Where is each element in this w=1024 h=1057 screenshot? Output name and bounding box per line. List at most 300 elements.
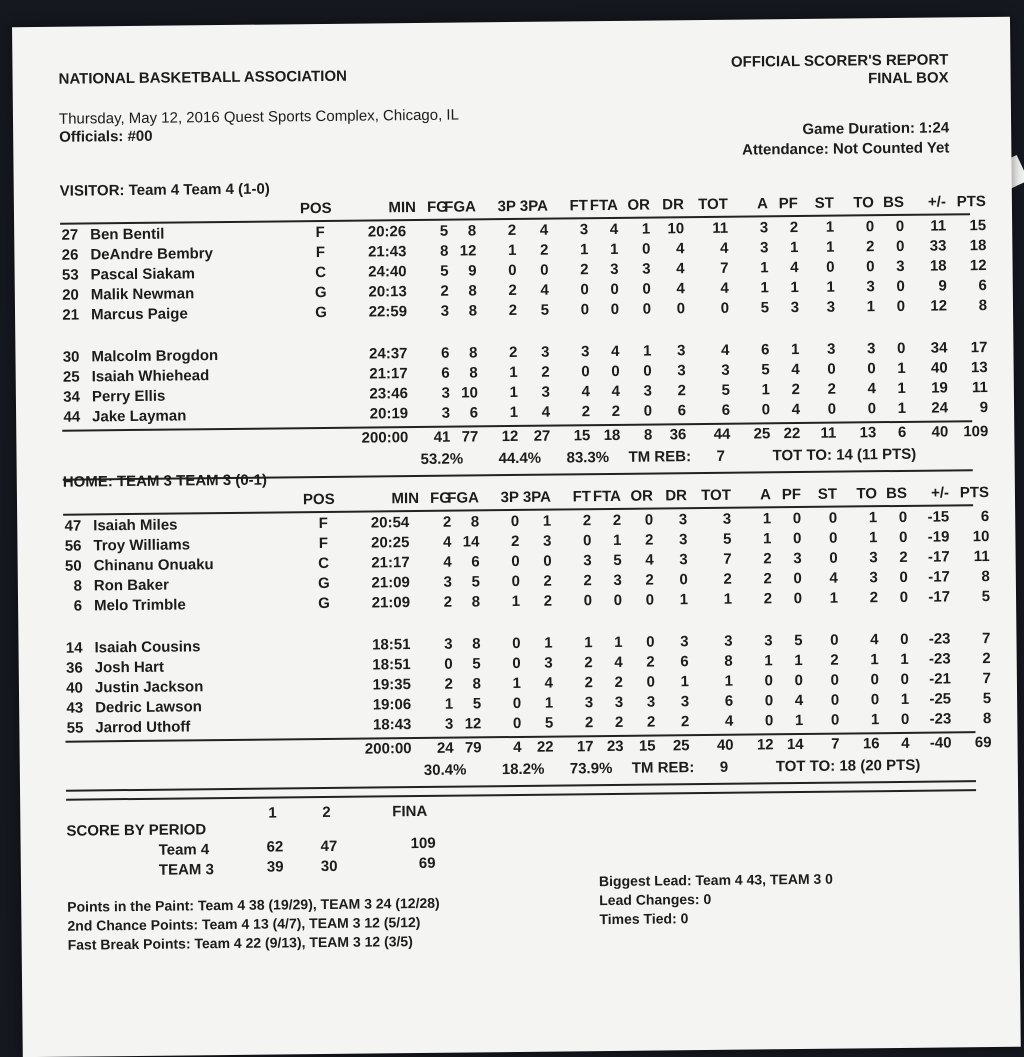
period-home-final: 69	[419, 855, 436, 872]
player-name: Isaiah Miles	[93, 517, 177, 535]
stat-cell: 3	[646, 633, 688, 650]
stat-cell: 1	[727, 259, 769, 276]
tm-reb-label: TM REB:	[632, 759, 695, 777]
stat-cell: 0	[794, 401, 836, 418]
stat-cell: 5	[438, 573, 480, 590]
column-label-ft: FT	[546, 197, 588, 214]
stat-cell: 2	[756, 219, 798, 236]
stat-cell: -19	[907, 528, 949, 545]
stat-cell: 4	[761, 692, 803, 709]
stat-cell: 2	[510, 593, 552, 610]
jersey-number: 20	[55, 287, 79, 304]
total-cell: 41	[408, 429, 450, 446]
jersey-number: 40	[59, 680, 83, 697]
stat-cell: -21	[909, 670, 951, 687]
stat-cell: 4	[506, 222, 548, 239]
stat-cell: 3	[411, 716, 453, 733]
stat-cell: 2	[613, 714, 655, 731]
jersey-number: 8	[58, 578, 82, 595]
stat-cell: 0	[577, 301, 619, 318]
stat-cell: 1	[608, 221, 650, 238]
stat-cell: 3	[509, 533, 551, 550]
stat-cell: 0	[687, 300, 729, 317]
total-cell: 22	[758, 425, 800, 442]
stat-cell: 1	[757, 279, 799, 296]
stat-cell: 0	[759, 510, 801, 527]
total-cell: 69	[949, 734, 991, 751]
column-label-3p: 3P	[474, 198, 516, 215]
stat-cell: 3	[793, 341, 835, 358]
stat-cell: G	[314, 575, 334, 592]
fast-break-points: Fast Break Points: Team 4 22 (9/13), TEAM 3 12 (3/5)	[68, 933, 413, 953]
game-duration: Game Duration: 1:24	[802, 119, 949, 138]
column-label-fta: FTA	[576, 197, 618, 214]
column-label-fga: FGA	[437, 489, 479, 506]
stat-cell: 3	[647, 693, 689, 710]
stat-cell: 3	[644, 362, 686, 379]
biggest-lead: Biggest Lead: Team 4 43, TEAM 3 0	[599, 871, 833, 889]
stat-cell: 2	[836, 589, 878, 606]
stat-cell: 3	[688, 362, 730, 379]
visitor-team-title: VISITOR: Team 4 Team 4 (1-0)	[60, 181, 270, 200]
stat-cell: 18:51	[347, 656, 411, 674]
stat-cell: 1	[478, 593, 520, 610]
jersey-number: 34	[56, 389, 80, 406]
stat-cell: 1	[476, 364, 518, 381]
stat-cell: -23	[908, 630, 950, 647]
stat-cell: 0	[797, 712, 839, 729]
second-chance-points: 2nd Chance Points: Team 4 13 (4/7), TEAM 3 12 (5/12)	[67, 914, 420, 934]
stat-cell: 0	[797, 692, 839, 709]
stat-cell: 5	[688, 382, 730, 399]
stat-cell: 8	[437, 513, 479, 530]
stat-cell: G	[314, 595, 334, 612]
stat-cell: 0	[479, 715, 521, 732]
stat-cell: 8	[438, 593, 480, 610]
stat-cell: 3	[580, 572, 622, 589]
column-label-pf: PF	[756, 195, 798, 212]
stat-cell: 2	[730, 550, 772, 567]
stat-cell: 0	[578, 363, 620, 380]
stat-cell: 2	[510, 573, 552, 590]
officials: Officials: #00	[59, 128, 153, 146]
stat-cell: 4	[508, 404, 550, 421]
total-cell: 8	[610, 427, 652, 444]
stat-cell: 7	[687, 260, 729, 277]
fg-percent: 53.2%	[420, 451, 463, 468]
total-cell: 25	[728, 425, 770, 442]
stat-cell: 0	[832, 218, 874, 235]
column-label-3p: 3P	[477, 489, 519, 506]
jersey-number: 44	[56, 409, 80, 426]
column-label-: +/-	[904, 193, 946, 210]
stat-cell: 0	[728, 401, 770, 418]
stat-cell: 3	[610, 383, 652, 400]
stat-cell: 3	[760, 550, 802, 567]
period-visitor-q2: 47	[321, 838, 338, 855]
stat-cell: 0	[580, 592, 622, 609]
stat-cell: 8	[436, 364, 478, 381]
stat-cell: 4	[577, 343, 619, 360]
column-label-pts: PTS	[944, 193, 986, 210]
stat-cell: 0	[612, 592, 654, 609]
stat-cell: 4	[410, 554, 452, 571]
stat-cell: 3	[609, 261, 651, 278]
stat-cell: 10	[947, 528, 989, 545]
stat-cell: F	[310, 244, 330, 261]
stat-cell: 3	[726, 239, 768, 256]
stat-cell: -17	[908, 588, 950, 605]
column-label-pos: POS	[303, 491, 353, 509]
stat-cell: 0	[837, 671, 879, 688]
stat-cell: 0	[731, 712, 773, 729]
stat-cell: 1	[837, 651, 879, 668]
stat-cell: 0	[547, 281, 589, 298]
stat-cell: 4	[576, 221, 618, 238]
stat-cell: 0	[796, 632, 838, 649]
stat-cell: 0	[643, 300, 685, 317]
stat-cell: 1	[510, 635, 552, 652]
stat-cell: 2	[475, 302, 517, 319]
stat-cell: 0	[477, 513, 519, 530]
stat-cell: 23:46	[344, 385, 408, 403]
stat-cell: 3	[645, 531, 687, 548]
stat-cell: 0	[794, 361, 836, 378]
tm-reb-label: TM REB:	[628, 448, 691, 466]
report-title: OFFICIAL SCORER'S REPORT	[731, 51, 949, 70]
stat-cell: 3	[793, 299, 835, 316]
stat-cell: 2	[410, 594, 452, 611]
stat-cell: 3	[410, 636, 452, 653]
stat-cell: F	[313, 535, 333, 552]
player-name: Jarrod Uthoff	[95, 718, 190, 736]
column-label-fg: FG	[409, 490, 451, 507]
jersey-number: 26	[54, 247, 78, 264]
period-header-final: FINA	[392, 803, 427, 820]
stat-cell: 20:13	[343, 283, 407, 301]
stat-cell: 24:40	[343, 263, 407, 281]
stat-cell: C	[311, 264, 331, 281]
stat-cell: 1	[731, 652, 773, 669]
stat-cell: 5	[511, 715, 553, 732]
stat-cell: 14	[437, 533, 479, 550]
stat-cell: 0	[577, 281, 619, 298]
stat-cell: 2	[579, 512, 621, 529]
stat-cell: 33	[904, 237, 946, 254]
stat-cell: 3	[646, 551, 688, 568]
stat-cell: -17	[908, 548, 950, 565]
stat-cell: 3	[577, 261, 619, 278]
column-label-bs: BS	[862, 194, 904, 211]
stat-cell: 0	[475, 262, 517, 279]
stat-cell: 4	[548, 383, 590, 400]
column-label-ft: FT	[549, 488, 591, 505]
jersey-number: 55	[59, 720, 83, 737]
stat-cell: 3	[726, 219, 768, 236]
stat-cell: 3	[833, 278, 875, 295]
stat-cell: 5	[580, 552, 622, 569]
stat-cell: 5	[439, 655, 481, 672]
total-cell: 15	[614, 738, 656, 755]
stat-cell: 0	[832, 258, 874, 275]
stat-cell: 2	[758, 381, 800, 398]
period-team-visitor: Team 4	[159, 841, 210, 859]
column-label-bs: BS	[865, 485, 907, 502]
stat-cell: 9	[946, 399, 988, 416]
stat-cell: 17	[945, 339, 987, 356]
column-label-a: A	[726, 195, 768, 212]
stat-cell: 0	[759, 530, 801, 547]
stat-cell: 2	[866, 549, 908, 566]
stat-cell: -23	[909, 650, 951, 667]
stat-cell: 5	[949, 690, 991, 707]
stat-cell: 18	[944, 237, 986, 254]
ft-percent: 73.9%	[570, 760, 613, 777]
stat-cell: 20:26	[342, 223, 406, 241]
stat-cell: 4	[796, 570, 838, 587]
column-label-to: TO	[832, 194, 874, 211]
stat-cell: 20:19	[344, 405, 408, 423]
home-team-title: HOME: TEAM 3 TEAM 3 (0-1)	[63, 472, 267, 491]
column-label-fta: FTA	[579, 488, 621, 505]
stat-cell: 8	[945, 297, 987, 314]
jersey-number: 56	[57, 538, 81, 555]
stat-cell: 1	[792, 239, 834, 256]
total-cell: 36	[644, 426, 686, 443]
jersey-number: 6	[58, 598, 82, 615]
stat-cell: 3	[408, 385, 450, 402]
jersey-number: 36	[59, 660, 83, 677]
stat-cell: 4	[756, 259, 798, 276]
stat-cell: 1	[757, 341, 799, 358]
player-name: Perry Ellis	[92, 388, 166, 406]
column-label-dr: DR	[642, 196, 684, 213]
stat-cell: 1	[835, 509, 877, 526]
stat-cell: 0	[760, 570, 802, 587]
stat-cell: 2	[508, 364, 550, 381]
stat-cell: 1	[761, 652, 803, 669]
stat-cell: 7	[949, 670, 991, 687]
total-cell: 27	[508, 428, 550, 445]
stat-cell: 2	[578, 403, 620, 420]
jersey-number: 43	[59, 700, 83, 717]
home-box	[12, 17, 1010, 27]
stat-cell: 4	[612, 552, 654, 569]
stat-cell: 5	[689, 531, 731, 548]
stat-cell: 0	[507, 262, 549, 279]
stat-cell: 1	[476, 404, 518, 421]
3p-percent: 18.2%	[502, 761, 545, 778]
stat-cell: 0	[479, 695, 521, 712]
stat-cell: 9	[435, 262, 477, 279]
stat-cell: 3	[407, 303, 449, 320]
stat-cell: 15	[944, 217, 986, 234]
stat-cell: 0	[796, 550, 838, 567]
stat-cell: 0	[867, 671, 909, 688]
stat-cell: 3	[511, 655, 553, 672]
times-tied: Times Tied: 0	[599, 910, 688, 927]
stat-cell: 6	[727, 341, 769, 358]
stat-cell: 0	[610, 403, 652, 420]
stat-cell: 0	[862, 218, 904, 235]
player-name: Jake Layman	[92, 407, 186, 425]
stat-cell: 24	[906, 399, 948, 416]
stat-cell: 1	[837, 711, 879, 728]
stat-cell: 2	[547, 261, 589, 278]
stat-cell: 1	[509, 513, 551, 530]
stat-cell: 0	[610, 363, 652, 380]
stat-cell: 8	[435, 344, 477, 361]
stat-cell: 2	[407, 283, 449, 300]
stat-cell: 3	[613, 694, 655, 711]
stat-cell: 19:06	[347, 696, 411, 714]
stat-cell: 2	[949, 650, 991, 667]
stat-cell: 1	[864, 380, 906, 397]
period-visitor-q1: 62	[267, 838, 284, 855]
visitor-box	[12, 17, 1010, 27]
stat-cell: 5	[760, 632, 802, 649]
stat-cell: 4	[758, 401, 800, 418]
stat-cell: 3	[550, 552, 592, 569]
player-name: Dedric Lawson	[95, 698, 202, 716]
column-label-pf: PF	[759, 486, 801, 503]
total-cell: 15	[548, 427, 590, 444]
stat-cell: 2	[409, 514, 451, 531]
stat-cell: 5	[407, 263, 449, 280]
tm-reb-value: 9	[720, 759, 729, 776]
column-label-or: OR	[611, 488, 653, 505]
stat-cell: 0	[866, 631, 908, 648]
total-cell: 22	[512, 739, 554, 756]
period-visitor-final: 109	[411, 835, 436, 852]
ft-percent: 83.3%	[566, 449, 609, 466]
total-cell: 23	[582, 738, 624, 755]
stat-cell: 3	[581, 694, 623, 711]
player-name: Josh Hart	[95, 659, 164, 677]
stat-cell: 5	[727, 299, 769, 316]
stat-cell: 0	[550, 592, 592, 609]
column-label-pos: POS	[300, 200, 350, 218]
stat-cell: 18	[904, 257, 946, 274]
stat-cell: 5	[728, 361, 770, 378]
stat-cell: 2	[794, 381, 836, 398]
column-label-a: A	[729, 486, 771, 503]
stat-cell: -17	[908, 568, 950, 585]
stat-cell: 2	[730, 590, 772, 607]
stat-cell: 5	[507, 302, 549, 319]
game-info: Thursday, May 12, 2016 Quest Sports Complex, Chicago, IL	[59, 107, 459, 128]
total-cell: 13	[834, 424, 876, 441]
stat-cell: 2	[613, 654, 655, 671]
player-name: Chinanu Onuaku	[94, 556, 214, 574]
stat-cell: 5	[439, 695, 481, 712]
total-cell: 79	[440, 739, 482, 756]
stat-cell: 1	[761, 712, 803, 729]
tot-to: TOT TO: 14 (11 PTS)	[772, 446, 916, 465]
stat-cell: 18:51	[346, 636, 410, 654]
stat-cell: 1	[729, 530, 771, 547]
stat-cell: 2	[612, 572, 654, 589]
stat-cell: 3	[508, 384, 550, 401]
stat-cell: 0	[866, 569, 908, 586]
stat-cell: 0	[612, 634, 654, 651]
player-name: Melo Trimble	[94, 596, 186, 614]
column-label-to: TO	[835, 485, 877, 502]
jersey-number: 53	[55, 267, 79, 284]
report-subtitle: FINAL BOX	[868, 69, 949, 87]
stat-cell: 3	[507, 344, 549, 361]
total-cell: 4	[480, 739, 522, 756]
period-header-1: 1	[268, 804, 277, 821]
total-cell: -40	[909, 734, 951, 751]
stat-cell: 2	[474, 222, 516, 239]
stat-cell: 3	[862, 258, 904, 275]
stat-cell: 0	[761, 672, 803, 689]
stat-cell: 1	[833, 298, 875, 315]
stat-cell: 8	[435, 302, 477, 319]
stat-cell: 1	[792, 219, 834, 236]
stat-cell: 1	[867, 651, 909, 668]
stat-cell: 1	[546, 241, 588, 258]
stat-cell: 4	[642, 240, 684, 257]
stat-cell: 1	[793, 279, 835, 296]
column-label-tot: TOT	[686, 196, 728, 213]
jersey-number: 50	[58, 558, 82, 575]
stat-cell: 2	[611, 532, 653, 549]
total-cell: 11	[794, 425, 836, 442]
stat-cell: 4	[409, 534, 451, 551]
player-name: Isaiah Whiehead	[92, 367, 210, 385]
stat-cell: 2	[581, 674, 623, 691]
stat-cell: 10	[436, 384, 478, 401]
stat-cell: 8	[435, 282, 477, 299]
stat-cell: 0	[865, 509, 907, 526]
stat-cell: 0	[609, 281, 651, 298]
stat-cell: G	[311, 304, 331, 321]
jersey-number: 14	[58, 640, 82, 657]
stat-cell: 21:43	[342, 243, 406, 261]
stat-cell: 3	[690, 633, 732, 650]
tot-to: TOT TO: 18 (20 PTS)	[776, 757, 921, 776]
tm-reb-value: 7	[716, 448, 725, 465]
stat-cell: 0	[731, 692, 773, 709]
stat-cell: F	[310, 224, 330, 241]
stat-cell: 2	[551, 714, 593, 731]
column-label-min: MIN	[377, 490, 419, 507]
stat-cell: 1	[867, 691, 909, 708]
stat-cell: 6	[688, 402, 730, 419]
stat-cell: 3	[730, 632, 772, 649]
stat-cell: 6	[947, 508, 989, 525]
stat-cell: 1	[474, 242, 516, 259]
stat-cell: 0	[760, 590, 802, 607]
stat-cell: 2	[730, 570, 772, 587]
column-label-: +/-	[907, 484, 949, 501]
stat-cell: 0	[731, 672, 773, 689]
stat-cell: 0	[549, 532, 591, 549]
stat-cell: 40	[906, 359, 948, 376]
stat-cell: C	[314, 555, 334, 572]
stat-cell: 0	[478, 553, 520, 570]
stat-cell: 34	[905, 339, 947, 356]
stat-cell: 8	[949, 710, 991, 727]
stat-cell: 4	[687, 280, 729, 297]
points-in-paint: Points in the Paint: Team 4 38 (19/29), TEAM 3 24 (12/28)	[67, 895, 440, 915]
stat-cell: 4	[578, 383, 620, 400]
stat-cell: 18:43	[347, 716, 411, 734]
stat-cell: 11	[948, 548, 990, 565]
stat-cell: 2	[549, 512, 591, 529]
